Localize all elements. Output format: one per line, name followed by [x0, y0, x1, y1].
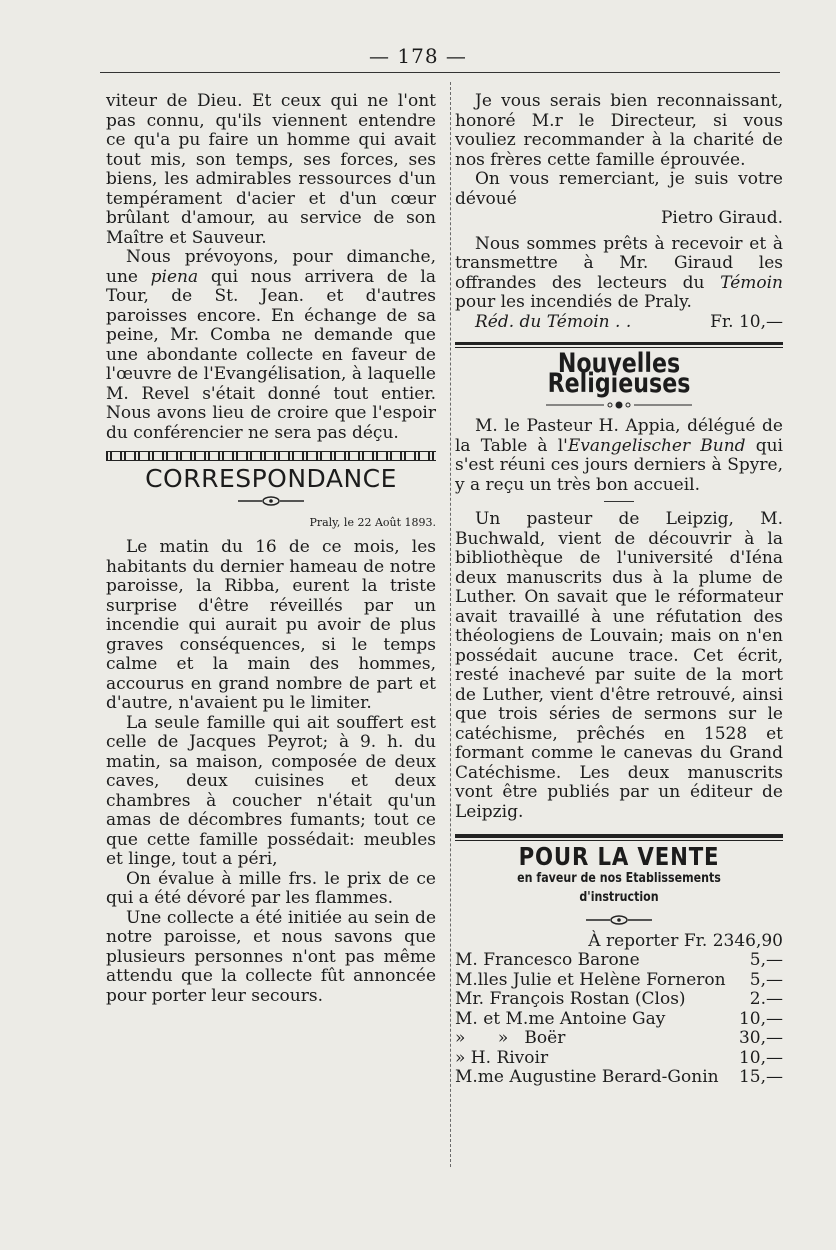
bund-term: Evangelischer Bund — [567, 435, 746, 456]
piena-term: piena — [150, 266, 199, 287]
vente-subtitle: en faveur de nos Etablissements d'instruction — [517, 870, 721, 905]
list-item: M.lles Julie et Helène Forneron 5,— — [455, 969, 783, 990]
dateline: Praly, le 22 Août 1893. — [309, 515, 436, 529]
vente-list — [455, 951, 783, 1088]
corr-cont-paragraph-2: On vous remerciant, je suis votre dévoué — [455, 169, 783, 209]
correspondance-title: CORRESPONDANCE — [145, 464, 397, 493]
list-item: Mr. François Rostan (Clos) 2.— — [455, 989, 783, 1009]
corr-cont-paragraph-3: Nous sommes prêts à recevoir et à transmettre à Mr. Giraud les offrandes des lecteurs du Témoin pour les incendiés de Praly. — [455, 233, 783, 312]
left-paragraph-2: Nous prévoyons, pour dimanche, une piena qui nous arrivera de la Tour, de St. Jean. et d'autres paroisses encore. En échange de sa peine, Mr. Comba ne demande que une abondante collecte en faveur de l'œuvre de l'Evangélisation, à laquelle M. Revel s'était donné tout entier. Nous avons lieu de croire que l'espoir du conférencier ne sera pas déçu. — [106, 247, 436, 443]
corr-paragraph-2: La seule famille qui ait souffert est celle de Jacques Peyrot; à 9. h. du matin, sa maison, composée de deux caves, deux cuisines et deux chambres à coucher n'était qu'un amas de décombres fumants; tout ce que cette famille possédait: meubles et linge, tout a péri, — [106, 712, 436, 869]
corr-cont-paragraph-1: Je vous serais bien reconnaissant, honoré M.r le Directeur, si vous vouliez recommander à la charité de nos frères cette famille éprouvée. — [455, 91, 783, 170]
vente-title: POUR LA VENTE — [518, 842, 720, 871]
list-item: M. et M.me Antoine Gay 10,— — [455, 1008, 783, 1029]
list-item: M. Francesco Barone 5,— — [455, 950, 783, 970]
flourish-ornament-2 — [455, 397, 783, 411]
left-column — [106, 92, 436, 1006]
list-item: M.me Augustine Berard-Gonin 15,— — [455, 1067, 783, 1087]
temoin-term: Témoin — [720, 272, 783, 293]
header-rule — [100, 72, 780, 73]
right-column — [455, 92, 783, 1088]
corr-paragraph-4: Une collecte a été initiée au sein de notre paroisse, et nous savons que plusieurs personnes n'ont pas même attendu que la collecte fût annoncée pour porter leur secours. — [106, 907, 436, 1006]
nouvelles-paragraph-2: Un pasteur de Leipzig, M. Buchwald, vient de découvrir à la bibliothèque de l'université d'Iéna deux manuscrits dus à la plume de Luther. On savait que le réformateur avait travaillé à une réfutation des théologiens de Louvain; mais on n'en possédait aucune trace. Cet écrit, resté inachevé par suite de la mort de Luther, vient d'être retrouvé, ainsi que trois séries de sermons sur le catéchisme, prêchés en 1528 et formant comme le canevas du Grand Catéchisme. Les deux manuscrits vont être publiés par un éditeur de Leipzig. — [455, 509, 783, 822]
redaction-amount: Fr. 10,— — [710, 311, 783, 332]
flourish-ornament-1 — [106, 493, 436, 507]
section-rule-2 — [455, 834, 783, 841]
list-item: » H. Rivoir 10,— — [455, 1047, 783, 1068]
corr-paragraph-3: On évalue à mille frs. le prix de ce qui a été dévoré par les flammes. — [106, 868, 436, 908]
left-paragraph-1: viteur de Dieu. Et ceux qui ne l'ont pas connu, qu'ils viennent entendre ce qu'a pu faire un homme qui avait tout mis, son temps, ses forces, ses biens, les admirables ressources d'un tempérament d'acier et d'un cœur brûlant d'amour, au service de son Maître et Sauveur. — [106, 91, 436, 248]
nouvelles-title: Nouvelles Religieuses — [547, 348, 691, 399]
list-item: » » Boër 30,— — [455, 1028, 783, 1048]
redaction-label: Réd. du Témoin . . — [475, 311, 632, 332]
ornament-divider — [106, 451, 436, 461]
page-number: — 178 — — [369, 44, 467, 68]
short-separator — [604, 501, 634, 502]
flourish-ornament-3 — [455, 912, 783, 926]
column-divider — [450, 82, 451, 1167]
signature: Pietro Giraud. — [660, 208, 783, 228]
corr-paragraph-1: Le matin du 16 de ce mois, les habitants du dernier hameau de notre paroisse, la Ribba, eurent la triste surprise d'être réveillés par un incendie qui aurait pu avoir de plus graves conséquences, si le temps calme et la main des hommes, accourus en grand nombre de part et d'autre, n'avaient pu le limiter. — [106, 537, 436, 713]
nouvelles-paragraph-1: M. le Pasteur H. Appia, délégué de la Table à l'Evangelischer Bund qui s'est réuni ces jours derniers à Spyre, y a reçu un très bon accueil. — [455, 416, 783, 495]
redaction-line — [455, 313, 783, 333]
vente-report: À reporter Fr. 2346,90 — [588, 930, 783, 951]
